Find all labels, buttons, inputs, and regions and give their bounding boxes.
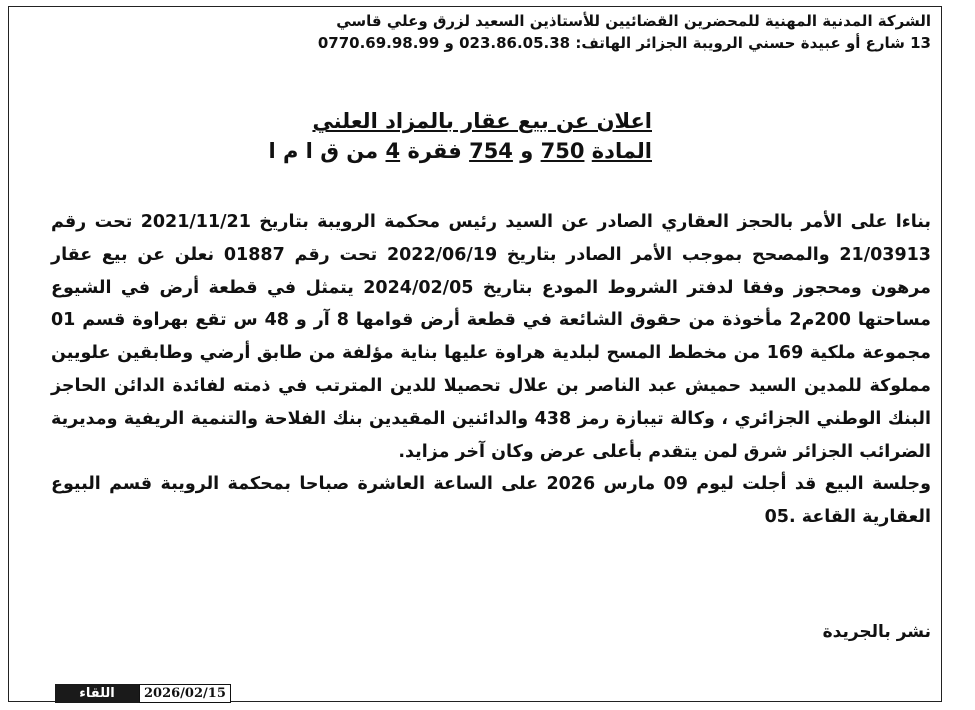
body-paragraph-1: بناءا على الأمر بالحجز العقاري الصادر عن السيد رئيس محكمة الرويبة بتاريخ 2021/11/21 تحت رقم 21/03913 والمصحح بموجب الأمر الصادر بتاريخ 2022/06/19 تحت رقم 01887 نعلن عن بيع عقار مرهون ومحجوز وفقا لدفتر الشروط المودع بتاريخ 2024/02/05 يتمثل في قطعة أرض في الشيوع مساحتها 200م2 مأخوذة من حقوق الشائعة في قطعة أرض قوامها 8 آر و 48 س تقع بهراوة قسم 01 مجموعة ملكية 169 من مخطط المسح لبلدية هراوة عليها بناية مؤلفة من طابق أرضي وطابقين علويين مملوكة للمدين السيد حميش عبد الناصر بن علال تحصيلا للدين المترتب في ذمته لفائدة الدائن الحاجز البنك الوطني الجزائري ، وكالة تيبازة رمز 438 والدائنين المقيدين بنك الفلاحة والتنمية الريفية ومديرية الضرائب الجزائر شرق لمن يتقدم بأعلى عرض وكان آخر مزايد. [51, 212, 932, 462]
body-paragraph-2: وجلسة البيع قد أجلت ليوم 09 مارس 2026 على الساعة العاشرة صباحا بمحكمة الرويبة قسم البيوع العقارية القاعة .05 [51, 474, 931, 528]
newspaper-name: اللقاء [55, 684, 139, 703]
article-label: المادة [591, 139, 652, 163]
announcement-title [268, 106, 652, 166]
title-line1: اعلان عن بيع عقار بالمزاد العلني [312, 109, 652, 133]
announcement-body [51, 206, 931, 534]
paragraph-label: فقرة [407, 139, 462, 163]
publication-date: 2026/02/15 [139, 684, 231, 703]
law-reference: من ق ا م ا [268, 139, 379, 163]
paragraph-number: 4 [385, 139, 401, 163]
newspaper-footer [55, 684, 231, 702]
article-conj: و [520, 139, 534, 163]
publication-note: نشر بالجريدة [822, 622, 931, 642]
company-address: 13 شارع أو عبيدة حسني الرويبة الجزائر الهاتف: 023.86.05.38 و 0770.69.98.99 [317, 34, 931, 52]
article-a: 750 [540, 139, 585, 163]
title-line2 [268, 136, 652, 166]
company-header [71, 10, 931, 54]
article-b: 754 [469, 139, 513, 163]
company-name: الشركة المدنية المهنية للمحضرين القضائيين للأستاذين السعيد لزرق وعلي قاسي [336, 12, 931, 30]
